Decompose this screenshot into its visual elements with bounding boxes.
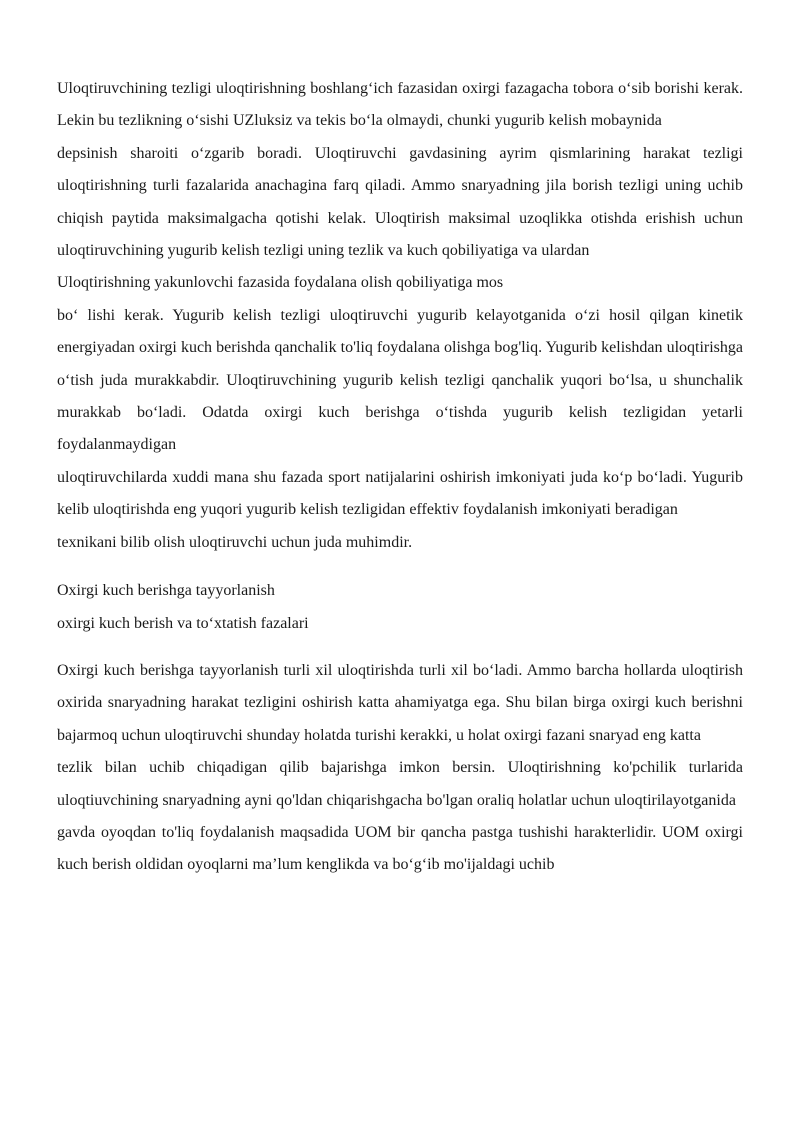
paragraph: texnikani bilib olish uloqtiruvchi uchun juda muhimdir. bbox=[57, 533, 413, 551]
paragraph: Oxirgi kuch berishga tayyorlanish turli xil uloqtirishda turli xil bo‘ladi. Ammo barcha hollarda uloqtirish oxirida snaryadning harakat tezligini oshirish katta ahamiyatga ega. Shu bilan birga oxirgi kuch berishni bajarmoq uchun uloqtiruvchi shunday holatda turishi kerakki, u holat oxirgi fazani snaryad eng katta bbox=[57, 661, 743, 744]
section-heading-line-2: oxirgi kuch berish va to‘xtatish fazalari bbox=[57, 614, 309, 632]
section-heading bbox=[57, 575, 743, 640]
section-heading-line-1: Oxirgi kuch berishga tayyorlanish bbox=[57, 582, 275, 600]
paragraph: bo‘ lishi kerak. Yugurib kelish tezligi uloqtiruvchi yugurib kelayotganida o‘zi hosil qilgan kinetik energiyadan oxirgi kuch berishda qanchalik to'liq foydalana olishga bog'liq. Yugurib kelishdan uloqtirishga o‘tish juda murakkabdir. Uloqtiruvchining yugurib kelish tezligi qanchalik yuqori bo‘lsa, u shunchalik murakkab bo‘ladi. Odatda oxirgi kuch berishga o‘tishda yugurib kelish tezligidan yetarli foydalanmaydigan bbox=[57, 306, 743, 454]
paragraph: tezlik bilan uchib chiqadigan qilib bajarishga imkon bersin. Uloqtirishning ko'pchilik turlarida uloqtiuvchining snaryadning ayni qo'ldan chiqarishgacha bo'lgan oraliq holatlar uchun uloqtirilayotganida bbox=[57, 759, 743, 809]
paragraph: depsinish sharoiti o‘zgarib boradi. Uloqtiruvchi gavdasining ayrim qismlarining harakat tezligi uloqtirishning turli fazalarida anachagina farq qiladi. Ammo snaryadning jila borish tezligi uning uchib chiqish paytida maksimalgacha qotishi kelak. Uloqtirish maksimal uzoqlikka otishda erishish uchun uloqtiruvchining yugurib kelish tezligi uning tezlik va kuch qobiliyatiga va ulardan bbox=[57, 144, 743, 260]
paragraph: Uloqtiruvchining tezligi uloqtirishning boshlang‘ich fazasidan oxirgi fazagacha tobora o‘sib borishi kerak. Lekin bu tezlikning o‘sishi UZluksiz va tekis bo‘la olmaydi, chunki yugurib kelish mobaynida bbox=[57, 80, 743, 130]
paragraph: gavda oyoqdan to'liq foydalanish maqsadida UOM bir qancha pastga tushishi harakterlidir. UOM oxirgi kuch berish oldidan oyoqlarni ma’lum kenglikda va bo‘g‘ib mo'ijaldagi uchib bbox=[57, 823, 743, 874]
document-page bbox=[57, 73, 743, 882]
paragraph: Uloqtirishning yakunlovchi fazasida foydalana olish qobiliyatiga mos bbox=[57, 274, 504, 292]
spacer bbox=[57, 640, 743, 655]
paragraph: uloqtiruvchilarda xuddi mana shu fazada sport natijalarini oshirish imkoniyati juda ko‘p bo‘ladi. Yugurib kelib uloqtirishda eng yuqori yugurib kelish tezligidan effektiv foydalanish imkoniyati beradigan bbox=[57, 468, 743, 519]
